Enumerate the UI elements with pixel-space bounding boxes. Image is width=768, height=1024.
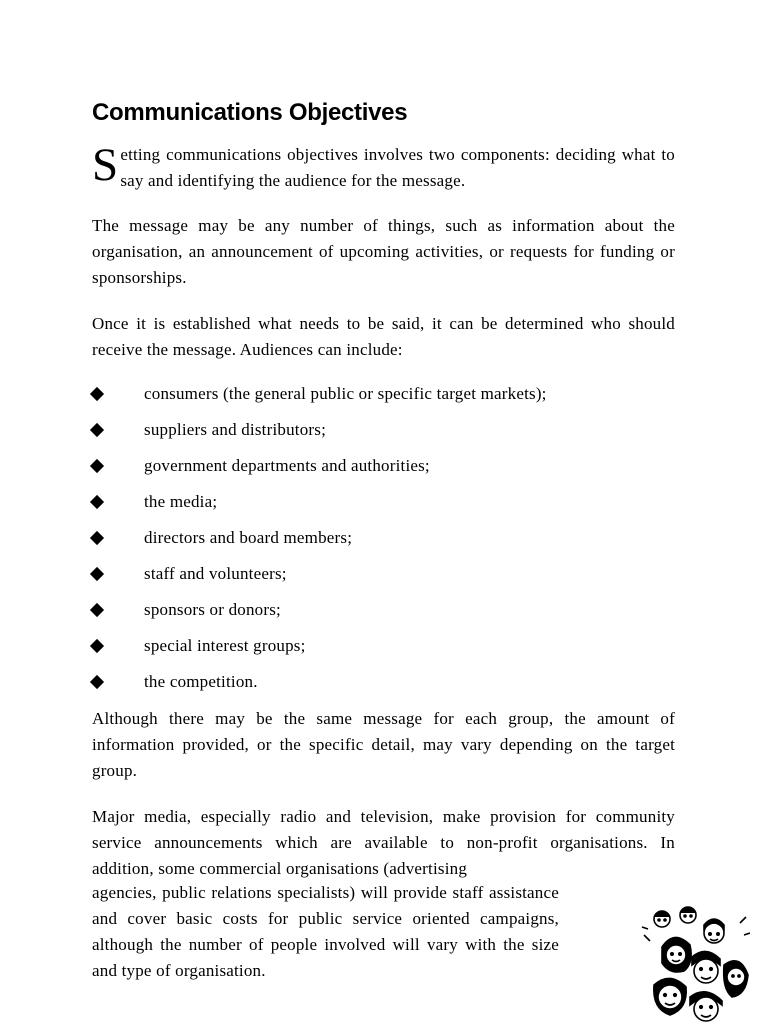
list-item-text: the media; [144,492,218,511]
list-item [92,633,675,669]
crowd-of-people-clipart-icon [640,905,750,1024]
diamond-bullet-icon [90,675,104,689]
list-item-text: staff and volunteers; [144,564,287,583]
list-item [92,597,675,633]
media-paragraph-top: Major media, especially radio and television, make provision for community service announcements which are available to non-profit organisations. In addition, some commercial organisations (advertising [92,807,675,878]
diamond-bullet-icon [90,423,104,437]
message-paragraph: The message may be any number of things, such as information about the organisation, an announcement of upcoming activities, or requests for funding or sponsorships. [92,216,675,287]
diamond-bullet-icon [90,639,104,653]
list-item [92,561,675,597]
list-item-text: suppliers and distributors; [144,420,326,439]
intro-text: etting communications objectives involves two components: deciding what to say and identifying the audience for the message. [120,145,675,190]
list-item [92,381,675,417]
list-item [92,525,675,561]
diamond-bullet-icon [90,387,104,401]
list-item [92,669,675,705]
list-item-text: sponsors or donors; [144,600,281,619]
diamond-bullet-icon [90,495,104,509]
list-item-text: directors and board members; [144,528,353,547]
list-item-text: special interest groups; [144,636,306,655]
audience-paragraph: Once it is established what needs to be said, it can be determined who should receive the message. Audiences can include: [92,314,675,359]
drop-cap: S [92,139,119,191]
diamond-bullet-icon [90,459,104,473]
list-item-text: the competition. [144,672,258,691]
same-message-paragraph: Although there may be the same message for each group, the amount of information provided, or the specific detail, may vary depending on the target group. [92,709,675,780]
list-item-text: government departments and authorities; [144,456,430,475]
media-paragraph-bottom: agencies, public relations specialists) will provide staff assistance and cover basic costs for public service oriented campaigns, although the number of people involved will vary with the size and type of organisation. [92,883,559,980]
intro-paragraph [92,139,675,194]
list-item [92,417,675,453]
list-item [92,453,675,489]
list-item-text: consumers (the general public or specific target markets); [144,384,547,403]
list-item [92,489,675,525]
diamond-bullet-icon [90,531,104,545]
diamond-bullet-icon [90,603,104,617]
audience-list [92,381,675,705]
page-title: Communications Objectives [92,99,408,126]
diamond-bullet-icon [90,567,104,581]
